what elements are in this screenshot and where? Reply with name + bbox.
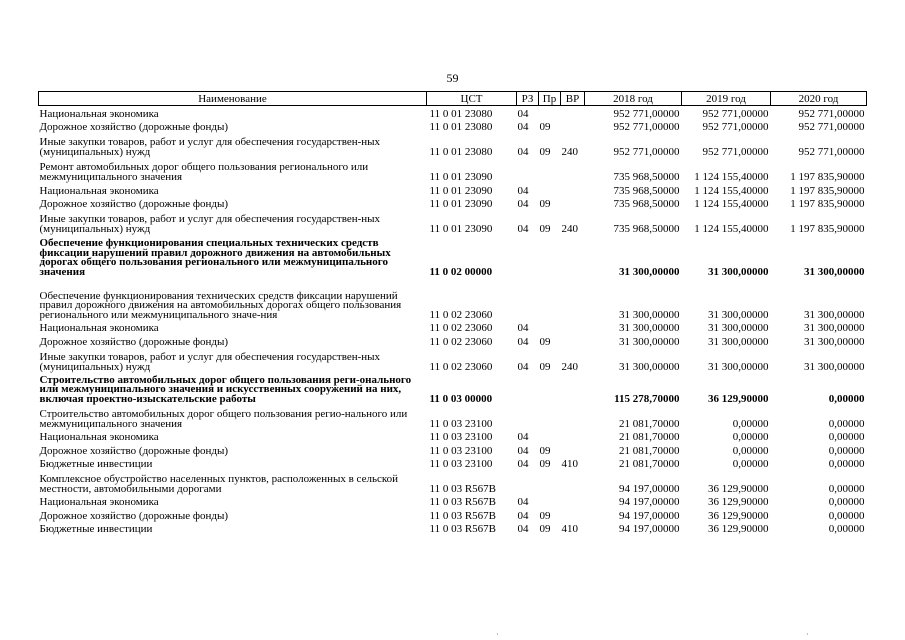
cell-name: Дорожное хозяйство (дорожные фонды) <box>39 197 229 210</box>
table-row <box>39 278 867 321</box>
cell-cst: 11 0 01 23090 <box>429 184 493 197</box>
cell-rz <box>517 404 539 429</box>
cell-2020: 0,00000 <box>828 431 865 444</box>
cell-pr <box>539 470 561 495</box>
cell-name: Бюджетные инвестиции <box>39 523 153 536</box>
table-row <box>39 183 867 196</box>
cell-rz <box>517 278 539 321</box>
cell-2020: 31 300,00000 <box>804 360 865 373</box>
cell-2019: 0,00000 <box>732 417 769 430</box>
cell-rz: 04 <box>517 523 529 536</box>
cell-name: Иные закупки товаров, работ и услуг для обеспечения государствен-ных (муниципальных) нужд <box>39 212 381 235</box>
cell-pr <box>539 158 561 183</box>
table-row <box>39 495 867 508</box>
cell-rz <box>517 235 539 278</box>
cell-2018: 94 197,00000 <box>619 509 680 522</box>
cell-cst: 11 0 03 R567B <box>429 509 497 522</box>
header-rz: РЗ <box>517 92 539 106</box>
cell-vr <box>561 372 585 404</box>
cell-pr: 09 <box>539 121 551 134</box>
table-row <box>39 334 867 347</box>
cell-pr: 09 <box>539 509 551 522</box>
table-row <box>39 372 867 404</box>
cell-2018: 735 968,50000 <box>613 171 680 184</box>
cell-cst: 11 0 01 23080 <box>429 121 493 134</box>
cell-2019: 0,00000 <box>732 444 769 457</box>
table-row <box>39 133 867 158</box>
cell-2020: 31 300,00000 <box>804 335 865 348</box>
cell-vr <box>561 429 585 442</box>
cell-vr <box>561 443 585 456</box>
cell-2019: 952 771,00000 <box>702 121 769 134</box>
header-vr: ВР <box>561 92 585 106</box>
cell-2018: 31 300,00000 <box>619 308 680 321</box>
cell-vr: 410 <box>561 523 578 536</box>
cell-2019: 36 129,90000 <box>708 523 769 536</box>
table-row <box>39 470 867 495</box>
cell-2020: 31 300,00000 <box>804 308 865 321</box>
cell-pr <box>539 183 561 196</box>
cell-cst: 11 0 03 23100 <box>429 444 493 457</box>
cell-name: Строительство автомобильных дорог общего пользования реги-онального или межмуниципального значения и искусственных сооружений на них, включая проектно-изыскательские работы <box>39 373 412 405</box>
cell-name: Обеспечение функционирования технических средств фиксации нарушений правил дорожного движения на автомобильных дорогах общего пользования регионального или межмуниципального значе-ния <box>39 289 402 321</box>
cell-2019: 31 300,00000 <box>708 265 769 278</box>
cell-2020: 0,00000 <box>828 482 865 495</box>
cell-vr: 240 <box>561 222 578 235</box>
cell-name: Строительство автомобильных дорог общего пользования регио-нального или межмуниципального значения <box>39 407 408 430</box>
cell-vr <box>561 196 585 209</box>
cell-2020: 31 300,00000 <box>804 322 865 335</box>
scan-mark: · <box>806 630 809 639</box>
cell-pr <box>539 429 561 442</box>
table-row <box>39 321 867 334</box>
cell-2020: 0,00000 <box>828 496 865 509</box>
cell-rz: 04 <box>517 197 529 210</box>
cell-2020: 1 197 835,90000 <box>790 171 865 184</box>
cell-rz <box>517 158 539 183</box>
table-row <box>39 443 867 456</box>
header-row <box>39 92 867 106</box>
table-row <box>39 429 867 442</box>
cell-2018: 21 081,70000 <box>619 431 680 444</box>
table-row <box>39 196 867 209</box>
cell-rz: 04 <box>517 184 529 197</box>
cell-2018: 31 300,00000 <box>619 322 680 335</box>
cell-name: Ремонт автомобильных дорог общего пользования регионального или межмуниципального значения <box>39 161 369 183</box>
header-2018: 2018 год <box>585 92 682 106</box>
cell-2018: 21 081,70000 <box>619 444 680 457</box>
cell-rz: 04 <box>517 322 529 335</box>
cell-2019: 36 129,90000 <box>708 482 769 495</box>
cell-rz: 04 <box>517 360 529 373</box>
cell-2019: 1 124 155,40000 <box>694 222 769 235</box>
cell-vr <box>561 334 585 347</box>
cell-pr: 09 <box>539 523 551 536</box>
cell-pr: 09 <box>539 444 551 457</box>
header-pr: Пр <box>539 92 561 106</box>
page-number: 59 <box>446 71 459 85</box>
table-row <box>39 456 867 469</box>
cell-2019: 31 300,00000 <box>708 335 769 348</box>
cell-rz: 04 <box>517 509 529 522</box>
cell-cst: 11 0 03 00000 <box>429 392 493 405</box>
scan-mark: · <box>496 630 499 639</box>
cell-pr: 09 <box>539 360 551 373</box>
cell-vr <box>561 183 585 196</box>
cell-name: Дорожное хозяйство (дорожные фонды) <box>39 444 229 457</box>
cell-rz: 04 <box>517 444 529 457</box>
cell-cst: 11 0 03 R567B <box>429 496 497 509</box>
cell-2020: 0,00000 <box>828 457 865 470</box>
cell-cst: 11 0 02 23060 <box>429 322 493 335</box>
cell-2018: 115 278,70000 <box>614 392 680 405</box>
cell-cst: 11 0 01 23080 <box>429 107 493 120</box>
cell-cst: 11 0 03 23100 <box>429 417 493 430</box>
cell-2018: 735 968,50000 <box>613 184 680 197</box>
cell-pr: 09 <box>539 197 551 210</box>
cell-cst: 11 0 03 23100 <box>429 431 493 444</box>
cell-vr: 410 <box>561 457 578 470</box>
cell-2018: 735 968,50000 <box>613 222 680 235</box>
cell-2019: 952 771,00000 <box>702 146 769 159</box>
cell-name: Национальная экономика <box>39 496 159 509</box>
cell-vr <box>561 404 585 429</box>
cell-2018: 21 081,70000 <box>619 417 680 430</box>
cell-2020: 952 771,00000 <box>798 121 865 134</box>
cell-rz <box>517 372 539 404</box>
cell-rz: 04 <box>517 107 529 120</box>
cell-vr <box>561 106 585 120</box>
cell-cst: 11 0 01 23090 <box>429 171 493 184</box>
cell-2019: 0,00000 <box>732 457 769 470</box>
cell-rz: 04 <box>517 335 529 348</box>
cell-cst: 11 0 02 23060 <box>429 308 493 321</box>
cell-2019: 952 771,00000 <box>702 107 769 120</box>
table-row <box>39 508 867 521</box>
cell-2020: 0,00000 <box>828 509 865 522</box>
cell-vr: 240 <box>561 360 578 373</box>
cell-2020: 0,00000 <box>828 523 865 536</box>
cell-2018: 21 081,70000 <box>619 457 680 470</box>
table-row <box>39 347 867 372</box>
cell-cst: 11 0 02 00000 <box>429 265 493 278</box>
cell-name: Иные закупки товаров, работ и услуг для обеспечения государствен-ных (муниципальных) нужд <box>39 350 381 373</box>
table-row <box>39 521 867 534</box>
cell-vr <box>561 119 585 132</box>
cell-pr: 09 <box>539 457 551 470</box>
cell-cst: 11 0 03 R567B <box>429 523 497 536</box>
cell-cst: 11 0 02 23060 <box>429 360 493 373</box>
cell-pr <box>539 235 561 278</box>
cell-vr <box>561 470 585 495</box>
table-row <box>39 158 867 183</box>
cell-2020: 31 300,00000 <box>804 265 865 278</box>
cell-name: Дорожное хозяйство (дорожные фонды) <box>39 335 229 348</box>
cell-2020: 0,00000 <box>828 417 865 430</box>
cell-rz: 04 <box>517 222 529 235</box>
cell-2019: 31 300,00000 <box>708 322 769 335</box>
cell-vr <box>561 158 585 183</box>
cell-rz: 04 <box>517 431 529 444</box>
cell-vr: 240 <box>561 146 578 159</box>
cell-vr <box>561 235 585 278</box>
cell-2018: 952 771,00000 <box>613 121 680 134</box>
cell-rz: 04 <box>517 496 529 509</box>
cell-2018: 94 197,00000 <box>619 496 680 509</box>
cell-2020: 952 771,00000 <box>798 146 865 159</box>
cell-2019: 36 129,90000 <box>708 392 769 405</box>
cell-pr <box>539 495 561 508</box>
cell-name: Национальная экономика <box>39 431 159 444</box>
cell-2019: 0,00000 <box>732 431 769 444</box>
cell-cst: 11 0 03 R567B <box>429 482 497 495</box>
cell-cst: 11 0 03 23100 <box>429 457 493 470</box>
cell-2019: 31 300,00000 <box>708 308 769 321</box>
header-2019: 2019 год <box>682 92 771 106</box>
cell-2019: 1 124 155,40000 <box>694 171 769 184</box>
cell-pr: 09 <box>539 222 551 235</box>
cell-2019: 36 129,90000 <box>708 496 769 509</box>
cell-2020: 1 197 835,90000 <box>790 197 865 210</box>
cell-name: Бюджетные инвестиции <box>39 457 153 470</box>
cell-name: Национальная экономика <box>39 107 159 120</box>
cell-rz <box>517 470 539 495</box>
cell-2018: 31 300,00000 <box>619 335 680 348</box>
cell-cst: 11 0 01 23080 <box>429 146 493 159</box>
cell-pr <box>539 321 561 334</box>
cell-vr <box>561 495 585 508</box>
header-2020: 2020 год <box>771 92 867 106</box>
cell-2018: 31 300,00000 <box>619 360 680 373</box>
cell-vr <box>561 321 585 334</box>
cell-pr: 09 <box>539 146 551 159</box>
cell-pr: 09 <box>539 335 551 348</box>
cell-name: Национальная экономика <box>39 322 159 335</box>
cell-pr <box>539 404 561 429</box>
cell-2018: 952 771,00000 <box>613 146 680 159</box>
cell-name: Дорожное хозяйство (дорожные фонды) <box>39 121 229 134</box>
cell-2020: 0,00000 <box>828 392 865 405</box>
table-header <box>39 92 867 106</box>
header-name: Наименование <box>39 92 427 106</box>
cell-cst: 11 0 02 23060 <box>429 335 493 348</box>
cell-2018: 94 197,00000 <box>619 482 680 495</box>
cell-2020: 952 771,00000 <box>798 107 865 120</box>
budget-table <box>38 91 867 535</box>
header-cst: ЦСТ <box>427 92 517 106</box>
table-row <box>39 235 867 278</box>
cell-vr <box>561 508 585 521</box>
cell-2018: 31 300,00000 <box>619 265 680 278</box>
cell-2020: 1 197 835,90000 <box>790 222 865 235</box>
cell-2018: 952 771,00000 <box>613 107 680 120</box>
cell-pr <box>539 278 561 321</box>
cell-2020: 0,00000 <box>828 444 865 457</box>
cell-2020: 1 197 835,90000 <box>790 184 865 197</box>
cell-cst: 11 0 01 23090 <box>429 197 493 210</box>
cell-pr <box>539 106 561 120</box>
cell-name: Дорожное хозяйство (дорожные фонды) <box>39 509 229 522</box>
table-row <box>39 119 867 132</box>
table-row <box>39 404 867 429</box>
cell-rz: 04 <box>517 146 529 159</box>
cell-2019: 1 124 155,40000 <box>694 197 769 210</box>
cell-2019: 1 124 155,40000 <box>694 184 769 197</box>
cell-rz: 04 <box>517 457 529 470</box>
cell-rz: 04 <box>517 121 529 134</box>
table-body <box>39 106 867 535</box>
cell-2019: 31 300,00000 <box>708 360 769 373</box>
table-row <box>39 210 867 235</box>
cell-cst: 11 0 01 23090 <box>429 222 493 235</box>
cell-name: Национальная экономика <box>39 184 159 197</box>
table-row <box>39 106 867 120</box>
cell-2018: 94 197,00000 <box>619 523 680 536</box>
cell-vr <box>561 278 585 321</box>
cell-2018: 735 968,50000 <box>613 197 680 210</box>
cell-2019: 36 129,90000 <box>708 509 769 522</box>
cell-name: Обеспечение функционирования специальных технических средств фиксации нарушений правил дорожного движения на автомобильных дорогах общего пользования регионального или межмуниципального значения <box>39 237 391 278</box>
cell-pr <box>539 372 561 404</box>
cell-name: Комплексное обустройство населенных пунктов, расположенных в сельской местности, автомобильными дорогами <box>39 472 399 495</box>
cell-name: Иные закупки товаров, работ и услуг для обеспечения государствен-ных (муниципальных) нужд <box>39 136 381 158</box>
